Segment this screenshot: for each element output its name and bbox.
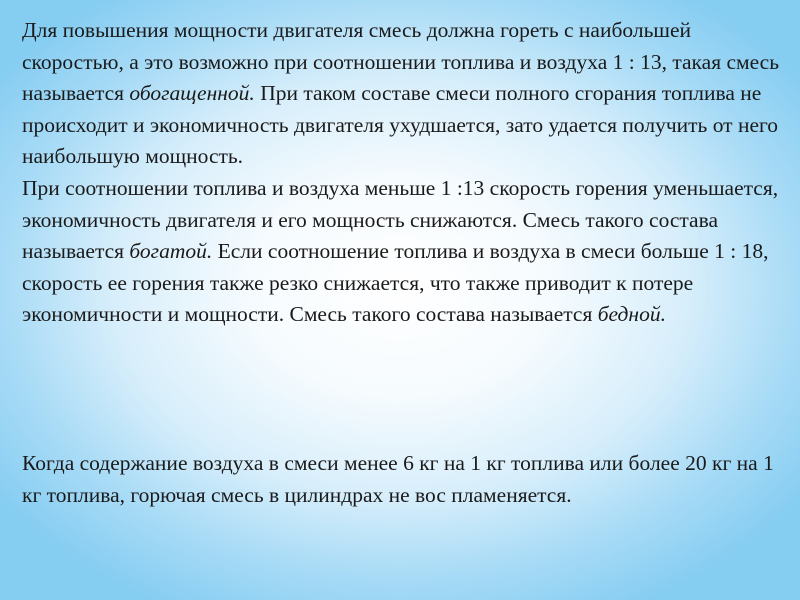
paragraph-1-lead: Для повышения мощности двигателя смесь должна гореть с наибольшей скоростью, а это возможно при соотношении топлива и воздуха 1 : 13, такая смесь называется [22,18,780,106]
paragraph-ignition-limits: Когда содержание воздуха в смеси менее 6 кг на 1 кг топлива или более 20 кг на 1 кг топлива, горючая смесь в цилиндрах не вос пламеняется. [22,451,774,507]
paragraph-enriched-mixture [22,15,782,173]
term-lean: бедной. [597,302,666,327]
main-text-block [22,15,782,331]
paragraph-rich-lean-mixture [22,173,782,331]
secondary-text-block [22,448,782,511]
paragraph-2-middle: Если соотношение топлива и воздуха в смеси больше 1 : 18, скорость ее горения также резко снижается, что также приводит к потере экономичности и мощности. Смесь такого состава называется [22,239,769,327]
term-enriched: обогащенной. [129,81,255,106]
paragraph-1-tail: При таком составе смеси полного сгорания топлива не происходит и экономичность двигателя ухудшается, зато удается получить от него наибольшую мощность. [22,81,779,169]
paragraph-2-lead: При соотношении топлива и воздуха меньше 1 :13 скорость горения уменьшается, экономичность двигателя и его мощность снижаются. Смесь такого состава называется [22,175,779,264]
term-rich: богатой. [129,239,213,264]
